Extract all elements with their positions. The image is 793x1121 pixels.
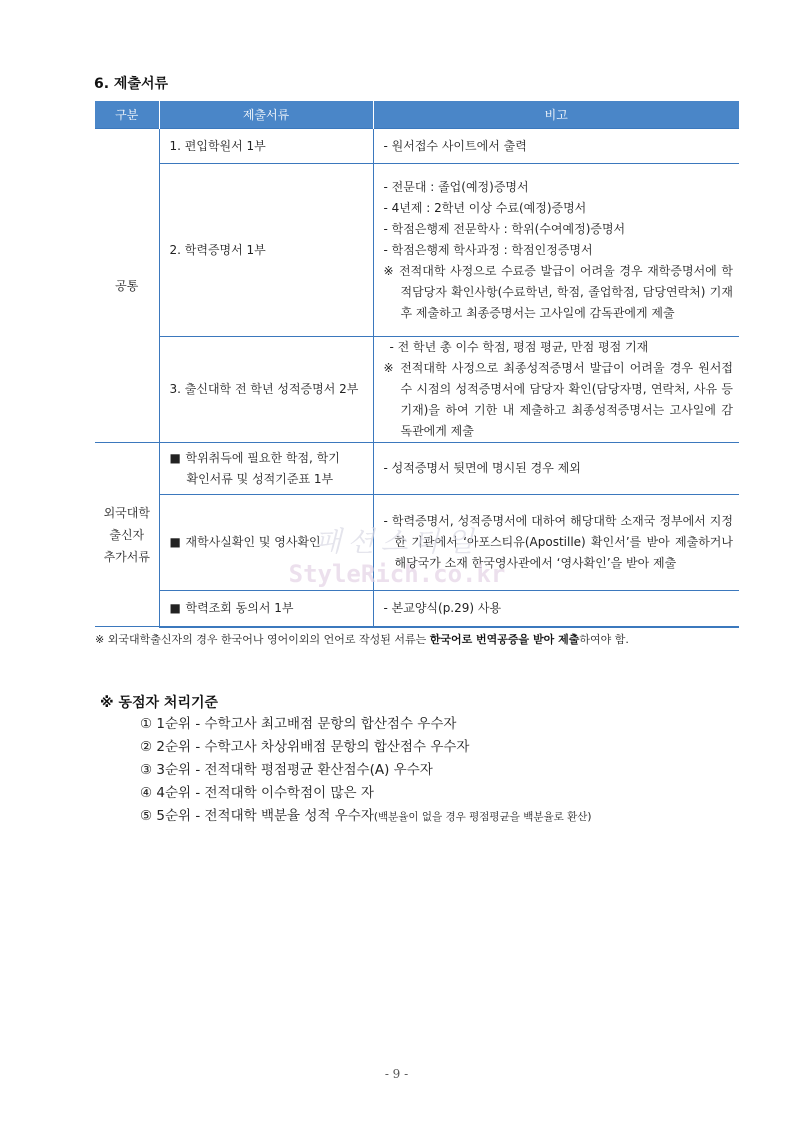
note-line: - 학점은행제 전문학사 : 학위(수여예정)증명서 (383, 221, 626, 236)
remark-text: ※ 전적대학 사정으로 최종성적증명서 발급이 어려울 경우 원서접수 시점의 성적증명서에 담당자 확인(담당자명, 연락처, 사유 등 기재)을 하여 기한 내 제출하고 최종성적증명서는 고사일에 감독관에게 제출 (383, 361, 733, 438)
document-text: 학력조회 동의서 1부 (185, 600, 294, 615)
note-line: - 학력증명서, 성적증명서에 대하여 해당대학 소재국 정부에서 지정한 기관에서 ‘아포스티유(Apostille) 확인서’를 받아 제출하거나 해당국가 소재 한국영사관에서 ‘영사확인’을 받아 제출 (383, 514, 733, 570)
category-common: 공통 (95, 129, 159, 443)
document-text: 확인서류 및 성적기준표 1부 (186, 471, 334, 486)
note-line: - 전문대 : 졸업(예정)증명서 (383, 179, 529, 194)
section-title: 6. 제출서류 (94, 76, 169, 92)
document-text: 재학사실확인 및 영사확인 (185, 535, 321, 549)
square-bullet-icon: ■ (169, 535, 181, 549)
note-line: - 학점은행제 학사과정 : 학점인정증명서 (383, 242, 593, 257)
note-line: - 본교양식(p.29) 사용 (383, 600, 502, 615)
document-cell (159, 591, 373, 627)
list-item: ⑤ 5순위 - 전적대학 백분율 성적 우수자(백분율이 없을 경우 평점평균을 백분율로 환산) (140, 808, 592, 824)
remark-cell (373, 495, 739, 591)
remark-cell (373, 129, 739, 164)
table-header-row (95, 101, 739, 129)
remark-text: ※ 전적대학 사정으로 수료증 발급이 어려울 경우 재학증명서에 학적담당자 확인사항(수료학년, 학점, 졸업학점, 담당연락처) 기재 후 제출하고 최종증명서는 고사일에 감독관에게 제출 (383, 263, 733, 320)
document-cell: 3. 출신대학 전 학년 성적증명서 2부 (159, 337, 373, 443)
document-text: 학위취득에 필요한 학점, 학기 (185, 450, 340, 465)
table-row (95, 495, 739, 591)
tiebreak-list (140, 713, 592, 828)
document-cell: 1. 편입학원서 1부 (159, 129, 373, 164)
list-item: ③ 3순위 - 전적대학 평점평균 환산점수(A) 우수자 (140, 762, 433, 778)
note-line: - 전 학년 총 이수 학점, 평점 평균, 만점 평점 기재 (389, 340, 649, 354)
category-line: 외국대학 (103, 505, 150, 520)
square-bullet-icon: ■ (169, 450, 181, 465)
tiebreak-title: ※ 동점자 처리기준 (100, 695, 219, 711)
document-cell (159, 443, 373, 495)
watermark-script: 패션스타일 (314, 525, 480, 558)
category-line: 추가서류 (103, 549, 150, 564)
note-line: - 원서접수 사이트에서 출력 (383, 138, 527, 153)
table-row (95, 591, 739, 627)
remark-cell (373, 591, 739, 627)
note-line: - 4년제 : 2학년 이상 수료(예정)증명서 (383, 200, 587, 215)
submission-documents-table (95, 101, 739, 628)
header-remarks: 비고 (373, 101, 739, 129)
footnote-emphasis: 한국어로 번역공증을 받아 제출 (429, 633, 580, 646)
translation-footnote: ※ 외국대학출신자의 경우 한국어나 영어이외의 언어로 작성된 서류는 한국어로 번역공증을 받아 제출하여야 함. (95, 633, 629, 646)
square-bullet-icon: ■ (169, 600, 181, 615)
list-item: ① 1순위 - 수학고사 최고배점 문항의 합산점수 우수자 (140, 716, 457, 732)
document-cell (159, 495, 373, 591)
category-foreign (95, 443, 159, 627)
remark-cell (373, 443, 739, 495)
list-item: ② 2순위 - 수학고사 차상위배점 문항의 합산점수 우수자 (140, 739, 470, 755)
list-item: ④ 4순위 - 전적대학 이수학점이 많은 자 (140, 785, 374, 801)
table-row (95, 129, 739, 164)
note-line: - 성적증명서 뒷면에 명시된 경우 제외 (383, 461, 581, 475)
page-number: - 9 - (384, 1067, 409, 1081)
table-row (95, 443, 739, 495)
watermark-url: StyleRich.co.kr (288, 560, 506, 588)
table-row (95, 337, 739, 443)
remark-cell (373, 164, 739, 337)
list-item-note: (백분율이 없을 경우 평점평균을 백분율로 환산) (373, 811, 592, 823)
category-line: 출신자 (109, 527, 145, 542)
header-category: 구분 (95, 101, 159, 129)
remark-cell (373, 337, 739, 443)
document-cell: 2. 학력증명서 1부 (159, 164, 373, 337)
header-documents: 제출서류 (159, 101, 373, 129)
table-row (95, 164, 739, 337)
